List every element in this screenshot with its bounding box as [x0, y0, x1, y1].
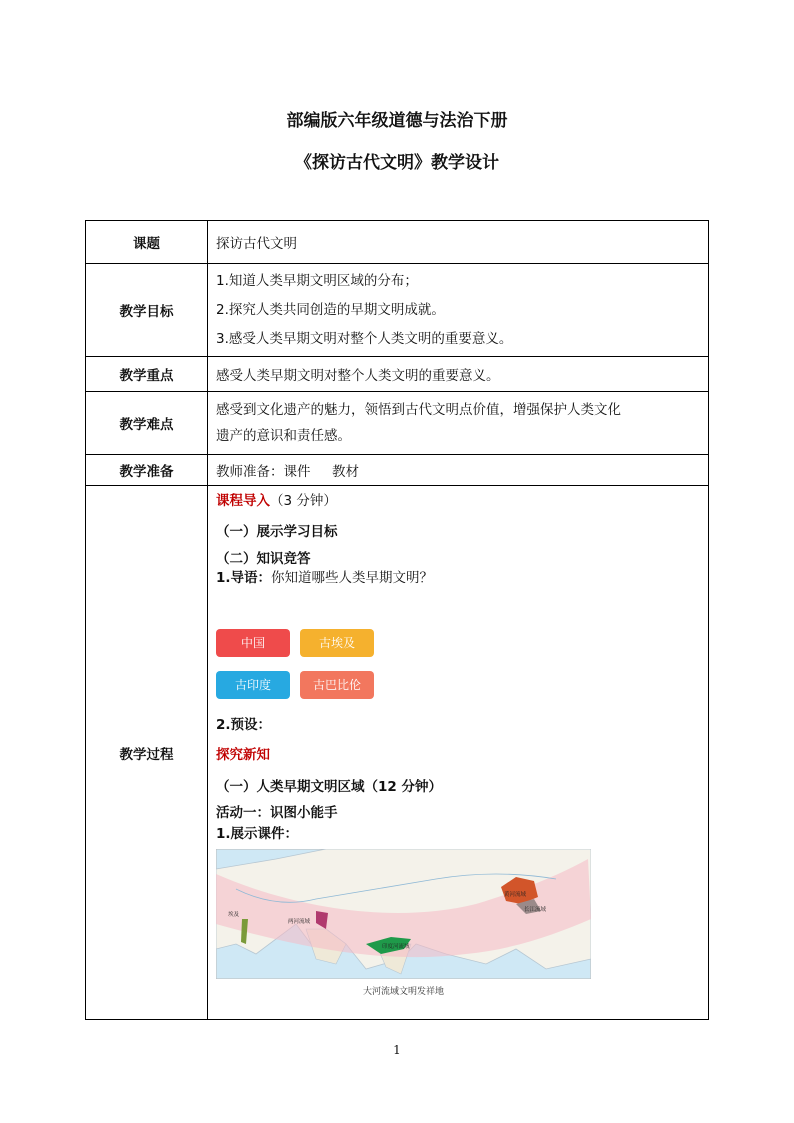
prep-value: 教师准备：课件 教材 — [208, 455, 709, 486]
document-subtitle: 《探访古代文明》教学设计 — [295, 153, 499, 173]
label-indus: 印度河流域 — [382, 944, 410, 950]
chip-china: 中国 — [216, 629, 290, 657]
topic-label: 课题 — [86, 221, 208, 264]
preset-line: 2.预设： — [216, 717, 272, 733]
process-content — [216, 486, 700, 1019]
label-mesopotamia: 两河流域 — [288, 919, 311, 925]
focus-label: 教学重点 — [86, 357, 208, 392]
chip-india: 古印度 — [216, 671, 290, 699]
topic-value: 探访古代文明 — [208, 221, 709, 264]
question-label: 1.导语： — [216, 570, 272, 586]
goal-item: 2.探究人类共同创造的早期文明成就。 — [216, 301, 445, 318]
document-title: 部编版六年级道德与法治下册 — [286, 111, 508, 131]
intro-heading: 课程导入 — [216, 493, 270, 509]
activity-one: 活动一：识图小能手 — [216, 805, 338, 821]
goal-item: 3.感受人类早期文明对整个人类文明的重要意义。 — [216, 330, 513, 347]
step-show-goals: （一）展示学习目标 — [216, 524, 338, 540]
page-number: 1 — [393, 1043, 401, 1057]
difficulty-line: 遗产的意识和责任感。 — [216, 428, 351, 444]
chip-egypt: 古埃及 — [300, 629, 374, 657]
civilizations-map — [216, 849, 591, 979]
prep-label: 教学准备 — [86, 455, 208, 486]
chip-babylon: 古巴比伦 — [300, 671, 374, 699]
label-egypt: 埃及 — [228, 912, 240, 918]
map-caption: 大河流域文明发祥地 — [362, 987, 444, 997]
show-courseware: 1.展示课件： — [216, 826, 299, 842]
process-label: 教学过程 — [86, 486, 208, 1020]
difficulty-line: 感受到文化遗产的魅力，领悟到古代文明点价值，增强保护人类文化 — [216, 402, 621, 418]
label-yangtze: 长江流域 — [524, 907, 547, 913]
difficulty-label: 教学难点 — [86, 392, 208, 455]
intro-line — [216, 489, 337, 509]
label-yellow-river: 黄河流域 — [504, 892, 527, 898]
lesson-plan-table — [85, 220, 709, 1020]
question-text: 你知道哪些人类早期文明？ — [271, 570, 434, 586]
intro-time: （3 分钟） — [270, 493, 337, 509]
question-line — [216, 566, 433, 586]
goal-item: 1.知道人类早期文明区域的分布； — [216, 272, 418, 289]
goals-label: 教学目标 — [86, 264, 208, 357]
focus-value: 感受人类早期文明对整个人类文明的重要意义。 — [208, 357, 709, 392]
step-quiz: （二）知识竞答 — [216, 551, 311, 567]
explore-heading: 探究新知 — [216, 747, 270, 763]
section-one: （一）人类早期文明区域（12 分钟） — [216, 779, 442, 795]
